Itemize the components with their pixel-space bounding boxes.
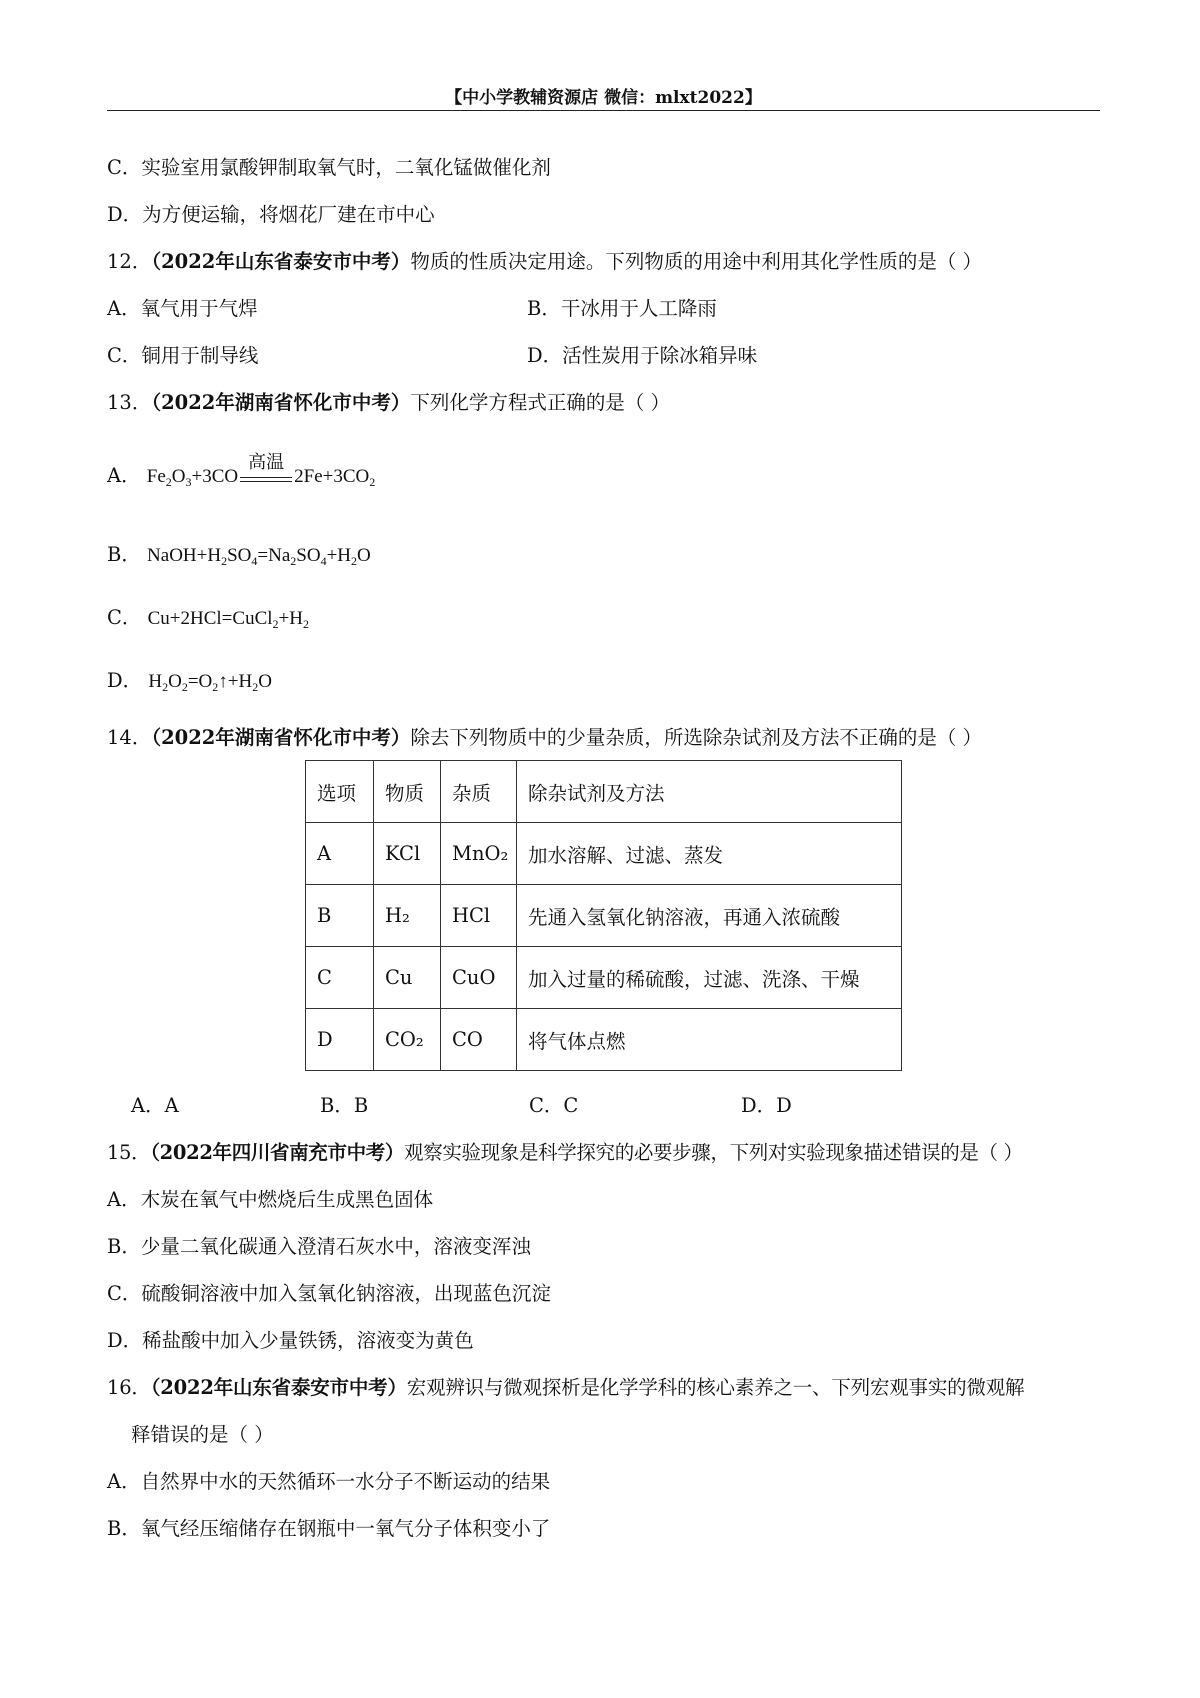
page-header: 【中小学教辅资源店 微信：mlxt2022】 (445, 88, 762, 108)
table-cell: 先通入氢氧化钠溶液，再通入浓硫酸 (517, 885, 902, 947)
table-header-cell: 物质 (374, 761, 441, 823)
q12-text: 物质的性质决定用途。下列物质的用途中利用其化学性质的是（ ） (410, 250, 983, 273)
q15-text: 观察实验现象是科学探究的必要步骤，下列对实验现象描述错误的是（ ） (404, 1141, 1023, 1164)
impurity-removal-table (305, 760, 902, 1071)
high-temperature-condition: 高温 (240, 479, 292, 482)
table-row (306, 823, 902, 885)
q14-option-a: A．A (131, 1094, 179, 1117)
q14-stem (107, 725, 982, 751)
q15-option-a: A．木炭在氧气中燃烧后生成黑色固体 (107, 1188, 434, 1211)
table-cell: 加入过量的稀硫酸，过滤、洗涤、干燥 (517, 947, 902, 1009)
table-cell: H₂ (374, 885, 441, 947)
q13-equation-d: $H_2O_2=O_2↑+H_2O$ (148, 671, 272, 694)
table-cell: A (306, 823, 374, 885)
table-cell: 将气体点燃 (517, 1009, 902, 1071)
q13-option-a (107, 452, 376, 490)
q14-source: （2022年湖南省怀化市中考） (151, 726, 411, 749)
q15-number: 15． (107, 1141, 151, 1164)
table-cell: C (306, 947, 374, 1009)
table-cell: CO (441, 1009, 517, 1071)
q14-option-c: C．C (529, 1094, 579, 1117)
q14-option-b: B．B (320, 1094, 369, 1117)
q11-option-c: C．实验室用氯酸钾制取氧气时，二氧化锰做催化剂 (107, 156, 551, 179)
q13-equation-c: $Cu+2HCl=CuCl_2+H_2$ (147, 608, 309, 631)
q12-option-d: D．活性炭用于除冰箱异味 (527, 344, 758, 367)
q15-option-c: C．硫酸铜溶液中加入氢氧化钠溶液，出现蓝色沉淀 (107, 1282, 551, 1305)
table-cell: Cu (374, 947, 441, 1009)
q16-option-a: A．自然界中水的天然循环一水分子不断运动的结果 (107, 1470, 551, 1493)
table-cell: CO₂ (374, 1009, 441, 1071)
table-cell: CuO (441, 947, 517, 1009)
q12-option-b: B．干冰用于人工降雨 (527, 297, 717, 320)
q11-option-d: D．为方便运输，将烟花厂建在市中心 (107, 203, 435, 226)
table-row (306, 947, 902, 1009)
q12-source: （2022年山东省泰安市中考） (151, 250, 411, 273)
q16-stem (107, 1375, 1024, 1401)
table-row (306, 885, 902, 947)
q15-source: （2022年四川省南充市中考） (150, 1141, 405, 1164)
table-header-cell: 除杂试剂及方法 (517, 761, 902, 823)
q13-source: （2022年湖南省怀化市中考） (151, 391, 411, 414)
table-cell: MnO₂ (441, 823, 517, 885)
q12-option-c: C．铜用于制导线 (107, 344, 259, 367)
q13-option-c (107, 605, 309, 632)
q13-option-d (107, 668, 272, 695)
q13-option-b-label: B． (107, 543, 141, 566)
q16-text: 宏观辨识与微观探析是化学学科的核心素养之一、下列宏观事实的微观解 (406, 1376, 1025, 1399)
q13-number: 13． (107, 391, 152, 414)
q14-text: 除去下列物质中的少量杂质，所选除杂试剂及方法不正确的是（ ） (410, 726, 983, 749)
q13-option-a-label: A． (107, 464, 141, 487)
table-cell: 加水溶解、过滤、蒸发 (517, 823, 902, 885)
q13-equation-a: $Fe_2O_3+3CO$ 高温 $2Fe+3CO_2$ (146, 452, 376, 489)
q13-stem (107, 390, 670, 416)
q13-text: 下列化学方程式正确的是（ ） (410, 391, 671, 414)
q16-option-b: B．氧气经压缩储存在钢瓶中一氧气分子体积变小了 (107, 1517, 551, 1540)
table-cell: HCl (441, 885, 517, 947)
q15-option-b: B．少量二氧化碳通入澄清石灰水中，溶液变浑浊 (107, 1235, 531, 1258)
q13-option-d-label: D． (107, 669, 143, 692)
q16-number: 16． (107, 1376, 151, 1399)
q12-number: 12． (107, 250, 152, 273)
header-divider (107, 110, 1100, 111)
table-row (306, 1009, 902, 1071)
q15-option-d: D．稀盐酸中加入少量铁锈，溶液变为黄色 (107, 1329, 474, 1352)
table-header-row (306, 761, 902, 823)
table-cell: B (306, 885, 374, 947)
table-cell: KCl (374, 823, 441, 885)
q14-number: 14． (107, 726, 152, 749)
q13-option-c-label: C． (107, 606, 142, 629)
q12-option-a: A．氧气用于气焊 (107, 297, 258, 320)
q16-source: （2022年山东省泰安市中考） (150, 1376, 407, 1399)
table-header-cell: 选项 (306, 761, 374, 823)
table-header-cell: 杂质 (441, 761, 517, 823)
table-cell: D (306, 1009, 374, 1071)
q16-stem-continued: 释错误的是（ ） (131, 1423, 274, 1446)
q14-option-d: D．D (741, 1094, 792, 1117)
q15-stem (107, 1140, 1023, 1166)
q13-option-b (107, 542, 371, 569)
q12-stem (107, 249, 982, 275)
q13-equation-b: $NaOH+H_2SO_4=Na_2SO_4+H_2O$ (147, 545, 371, 568)
